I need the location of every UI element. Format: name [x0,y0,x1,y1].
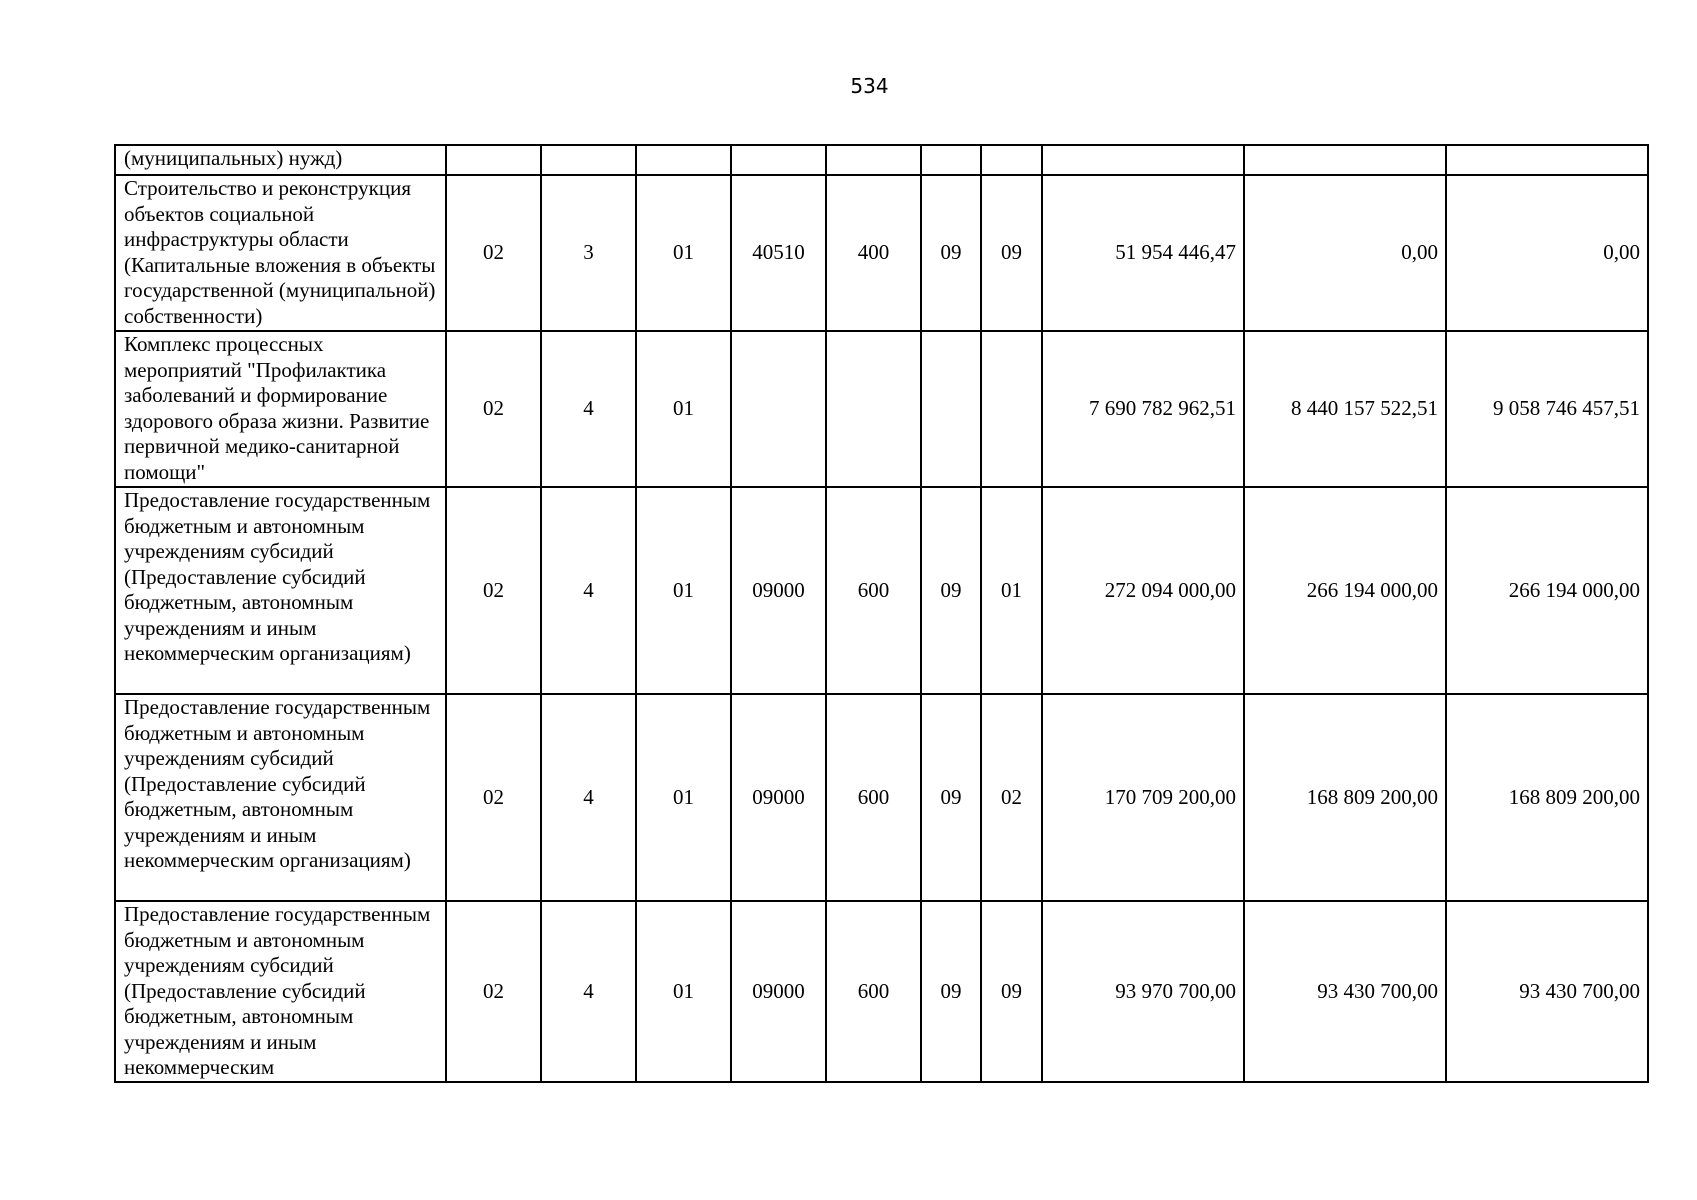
amount-year1-cell: 51 954 446,47 [1042,175,1244,331]
table-row [115,175,1648,331]
expense-type-code-cell: 600 [826,901,921,1082]
activity-code-cell: 01 [636,331,731,487]
direction-code-cell: 09000 [731,694,826,901]
subprogram-code-cell: 4 [541,487,636,694]
table-row [115,487,1648,694]
direction-code-cell: 40510 [731,175,826,331]
amount-year3-cell: 0,00 [1446,175,1648,331]
section-code-cell: 09 [921,175,981,331]
program-code-cell: 02 [446,487,541,694]
direction-code-cell [731,331,826,487]
subprogram-code-cell: 4 [541,901,636,1082]
subsection-code-cell: 01 [981,487,1042,694]
expense-type-code-cell: 600 [826,487,921,694]
amount-year2-cell: 8 440 157 522,51 [1244,331,1446,487]
subprogram-code-cell [541,145,636,175]
amount-year1-cell: 7 690 782 962,51 [1042,331,1244,487]
program-code-cell: 02 [446,694,541,901]
row-name-cell: Предоставление государственным бюджетным и автономным учреждениям субсидий (Предоставление субсидий бюджетным, автономным учреждениям и иным некоммерческим [115,901,446,1082]
amount-year3-cell [1446,145,1648,175]
amount-year3-cell: 93 430 700,00 [1446,901,1648,1082]
amount-year2-cell: 266 194 000,00 [1244,487,1446,694]
subprogram-code-cell: 3 [541,175,636,331]
program-code-cell: 02 [446,901,541,1082]
budget-table [114,144,1649,1083]
activity-code-cell: 01 [636,694,731,901]
subprogram-code-cell: 4 [541,331,636,487]
amount-year3-cell: 9 058 746 457,51 [1446,331,1648,487]
table-row [115,145,1648,175]
expense-type-code-cell: 400 [826,175,921,331]
row-name-cell: (муниципальных) нужд) [115,145,446,175]
activity-code-cell: 01 [636,487,731,694]
activity-code-cell: 01 [636,901,731,1082]
subsection-code-cell: 09 [981,175,1042,331]
row-name-cell: Комплекс процессных мероприятий "Профилактика заболеваний и формирование здорового образа жизни. Развитие первичной медико-санитарной помощи" [115,331,446,487]
subsection-code-cell: 02 [981,694,1042,901]
subsection-code-cell: 09 [981,901,1042,1082]
amount-year1-cell: 93 970 700,00 [1042,901,1244,1082]
amount-year2-cell: 93 430 700,00 [1244,901,1446,1082]
row-name-cell: Предоставление государственным бюджетным и автономным учреждениям субсидий (Предоставление субсидий бюджетным, автономным учреждениям и иным некоммерческим организациям) [115,694,446,901]
expense-type-code-cell [826,145,921,175]
table-row [115,901,1648,1082]
section-code-cell [921,145,981,175]
direction-code-cell [731,145,826,175]
expense-type-code-cell [826,331,921,487]
amount-year2-cell: 0,00 [1244,175,1446,331]
program-code-cell: 02 [446,175,541,331]
expense-type-code-cell: 600 [826,694,921,901]
subsection-code-cell [981,145,1042,175]
page-number: 534 [850,74,889,98]
amount-year1-cell [1042,145,1244,175]
direction-code-cell: 09000 [731,487,826,694]
subsection-code-cell [981,331,1042,487]
program-code-cell: 02 [446,331,541,487]
section-code-cell: 09 [921,901,981,1082]
program-code-cell [446,145,541,175]
direction-code-cell: 09000 [731,901,826,1082]
amount-year2-cell: 168 809 200,00 [1244,694,1446,901]
amount-year3-cell: 168 809 200,00 [1446,694,1648,901]
section-code-cell: 09 [921,487,981,694]
section-code-cell [921,331,981,487]
row-name-cell: Предоставление государственным бюджетным и автономным учреждениям субсидий (Предоставление субсидий бюджетным, автономным учреждениям и иным некоммерческим организациям) [115,487,446,694]
amount-year1-cell: 272 094 000,00 [1042,487,1244,694]
row-name-cell: Строительство и реконструкция объектов социальной инфраструктуры области (Капитальные вложения в объекты государственной (муниципальной) собственности) [115,175,446,331]
amount-year1-cell: 170 709 200,00 [1042,694,1244,901]
section-code-cell: 09 [921,694,981,901]
amount-year3-cell: 266 194 000,00 [1446,487,1648,694]
amount-year2-cell [1244,145,1446,175]
activity-code-cell: 01 [636,175,731,331]
table-row [115,331,1648,487]
activity-code-cell [636,145,731,175]
subprogram-code-cell: 4 [541,694,636,901]
table-row [115,694,1648,901]
